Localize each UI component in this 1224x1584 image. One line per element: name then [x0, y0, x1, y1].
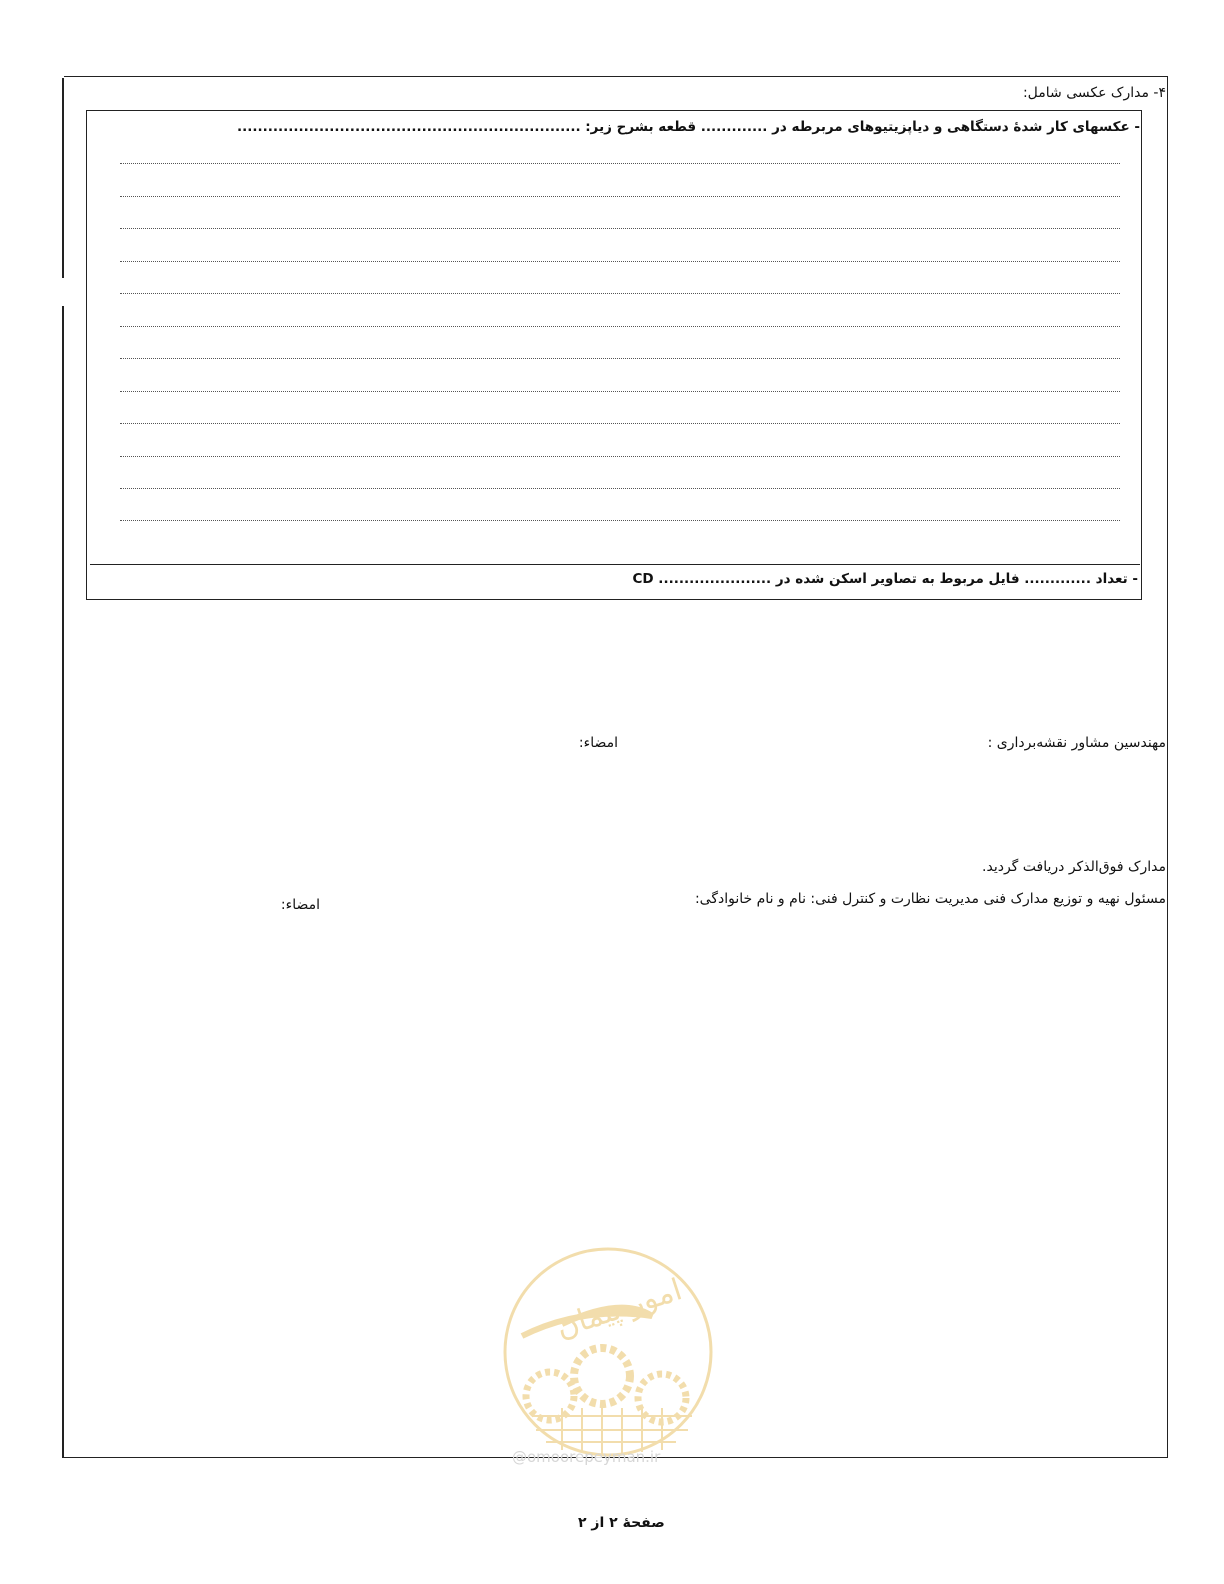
left-border-bottom — [62, 306, 64, 1458]
omoorepeyman-seal-icon — [502, 1246, 714, 1458]
page-number: صفحهٔ ۲ از ۲ — [578, 1515, 665, 1531]
dotted-line — [120, 261, 1120, 262]
photo-docs-box — [86, 110, 1142, 600]
dotted-line — [120, 423, 1120, 424]
dotted-line — [120, 488, 1120, 489]
surveyor-label: مهندسین مشاور نقشه‌برداری : — [987, 735, 1166, 751]
left-border-top — [62, 78, 64, 278]
dotted-line — [120, 456, 1120, 457]
dotted-line — [120, 293, 1120, 294]
photos-line: - عکسهای کار شدهٔ دستگاهی و دیاپزیتیوهای مربرطه در ............. قطعه بشرح زیر: ................................................................... — [236, 119, 1140, 135]
count-line: - تعداد ............. فایل مربوط به تصاویر اسکن شده در ...................... CD — [632, 571, 1138, 587]
received-text: مدارک فوق‌الذکر دریافت گردید. — [982, 859, 1166, 875]
seal-text: امور پیمان — [551, 1272, 687, 1346]
section-heading: ۴- مدارک عکسی شامل: — [1022, 85, 1166, 101]
dotted-line — [120, 228, 1120, 229]
signature-label: امضاء: — [280, 897, 320, 913]
watermark-url: @omoorepeyman.ir — [512, 1448, 661, 1466]
count-separator — [90, 564, 1140, 565]
responsible-label: مسئول نهیه و توزیع مدارک فنی مدیریت نظارت و کنترل فنی: نام و نام خانوادگی: — [694, 891, 1166, 907]
dotted-line — [120, 163, 1120, 164]
dotted-line — [120, 391, 1120, 392]
dotted-line — [120, 196, 1120, 197]
dotted-line — [120, 326, 1120, 327]
dotted-line — [120, 520, 1120, 521]
signature-label: امضاء: — [578, 735, 618, 751]
dotted-line — [120, 358, 1120, 359]
